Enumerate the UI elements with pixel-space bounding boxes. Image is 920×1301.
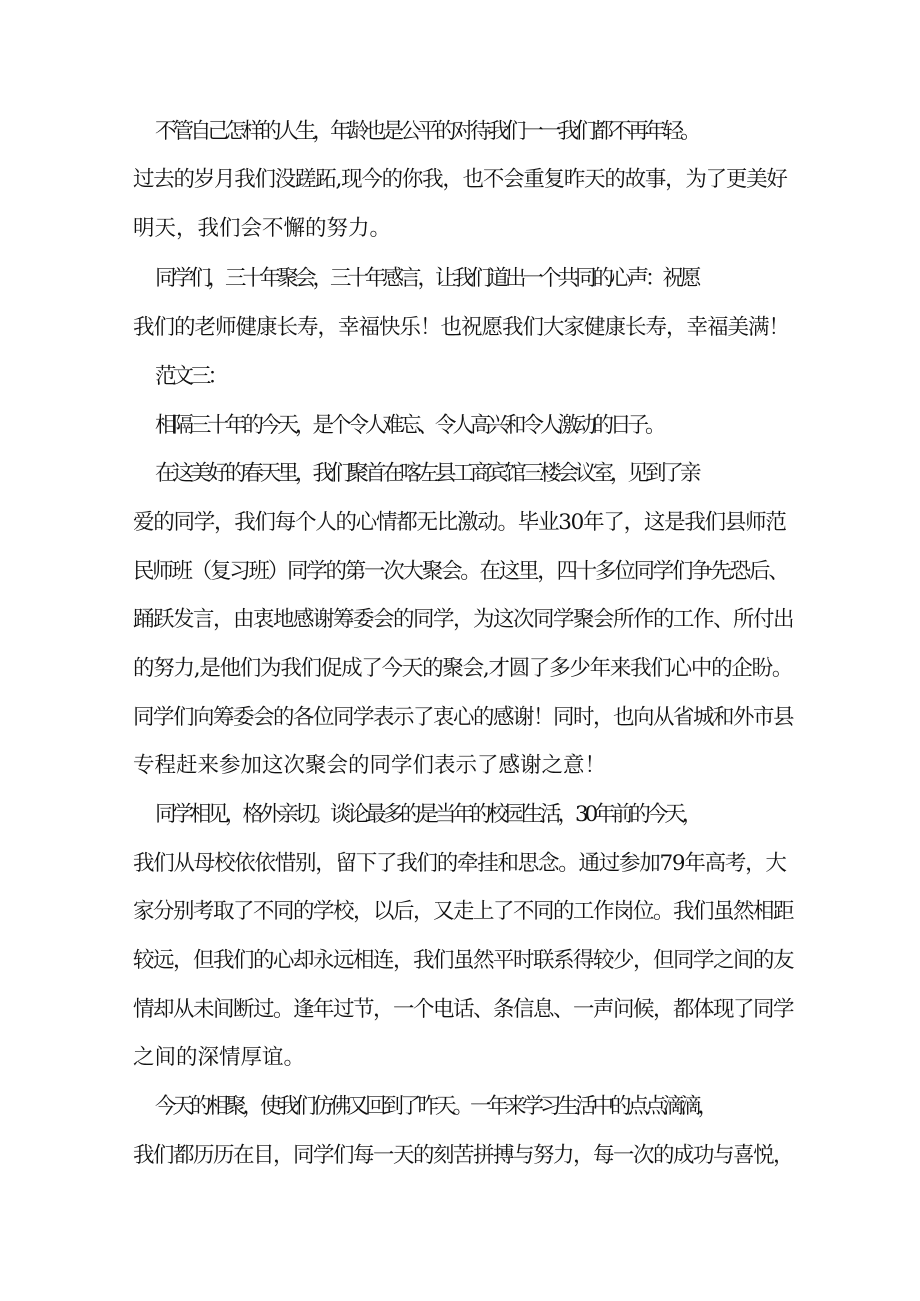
paragraph-line: 我们从母校依依惜别，留下了我们的牵挂和思念。通过参加79年高考，大 [133,851,786,876]
paragraph-line: 相隔三十年的今天，是个令人难忘、令人高兴和令人激动的日子。 [155,413,663,438]
paragraph-line: 民师班（复习班）同学的第一次大聚会。在这里，四十多位同学们争先恐后、 [133,559,788,584]
paragraph-line: 同学们，三十年聚会，三十年感言，让我们道出一个共同的心声：祝愿 [155,266,698,291]
paragraph-line: 同学相见，格外亲切。谈论最多的是当年的校园生活，30年前的今天， [155,802,700,827]
paragraph-line: 爱的同学，我们每个人的心情都无比激动。毕业30年了，这是我们县师范 [133,510,786,535]
paragraph-line: 之间的深情厚谊。 [133,1045,306,1070]
paragraph-line: 较远，但我们的心却永远相连，我们虽然平时联系得较少，但同学之间的友 [133,948,794,973]
paragraph-line: 今天的相聚，使我们仿佛又回到了昨天。一年来学习生活中的点点滴滴， [155,1094,716,1119]
paragraph-line: 踊跃发言，由衷地感谢筹委会的同学，为这次同学聚会所作的工作、所付出 [133,607,794,632]
paragraph-line: 明天，我们会不懈的努力。 [133,216,392,241]
paragraph-line: 我们的老师健康长寿，幸福快乐！也祝愿我们大家健康长寿，幸福美满！ [133,315,790,340]
paragraph-line: 的努力,是他们为我们促成了今天的聚会,才圆了多少年来我们心中的企盼。 [133,656,793,681]
paragraph-line: 同学们向筹委会的各位同学表示了衷心的感谢！同时，也向从省城和外市县 [133,705,794,730]
paragraph-line: 在这美好的春天里，我们聚首在喀左县工商宾馆三楼会议室，见到了亲 [155,461,698,486]
paragraph-line: 我们都历历在目，同学们每一天的刻苦拼搏与努力，每一次的成功与喜悦， [133,1143,794,1168]
paragraph-line: 专程赶来参加这次聚会的同学们表示了感谢之意！ [133,753,607,778]
section-heading: 范文三： [155,364,226,389]
paragraph-line: 情却从未间断过。逢年过节，一个电话、条信息、一声问候，都体现了同学 [133,997,794,1022]
paragraph-line: 过去的岁月我们没蹉跖,现今的你我，也不会重复昨天的故事，为了更美好 [133,167,787,192]
paragraph-line: 家分别考取了不同的学校，以后，又走上了不同的工作岗位。我们虽然相距 [133,899,794,924]
paragraph-line: 不管自己怎样的人生，年龄也是公平的对待我们一一我们都不再年轻。 [155,119,698,144]
